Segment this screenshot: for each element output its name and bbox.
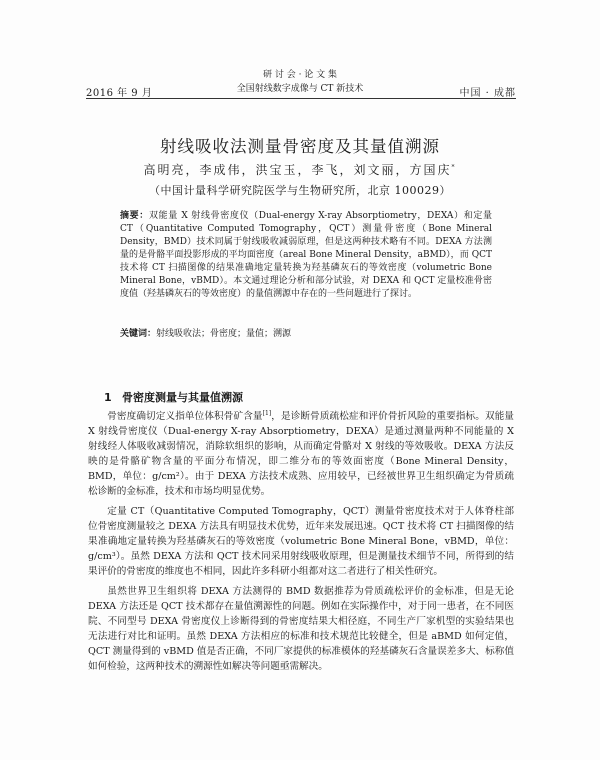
author-names: 高明亮，李成伟，洪宝玉，李飞，刘文丽，方国庆: [143, 163, 452, 177]
section-number: 1: [104, 391, 112, 404]
paper-affiliation: （中国计量科学研究院医学与生物研究所，北京 100029）: [149, 184, 451, 197]
abstract-label: 摘要：: [120, 211, 149, 221]
paper-title: 射线吸收法测量骨密度及其量值溯源: [160, 137, 440, 156]
paragraph-1-part-b: ，是诊断骨质疏松症和评价骨折风险的重要指标。双能量 X 射线骨密度仪（Dual-energy X-ray Absorptiometry，DEXA）是通过测量两种不同能量的 X 射线经人体吸收减弱情况，消除软组织的影响，从而确定骨骼对 X 射线的等效吸收。DEXA 方法反映的是骨骼矿物含量的平面分布情况，即二维分布的等效面密度（Bone Mineral Density，BMD，单位：g/cm²）。由于 DEXA 方法技术成熟、应用较早，已经被世界卫生组织确定为骨质疏松诊断的金标准，技术和市场均明显优势。: [88, 411, 515, 497]
section-heading: [104, 389, 243, 405]
paragraph-3: 虽然世界卫生组织将 DEXA 方法测得的 BMD 数据推荐为骨质疏松评价的金标准，但是无论 DEXA 方法还是 QCT 技术都存在量值溯源性的问题。例如在实际操作中，对于同一患者，在不同医院、不同型号 DEXA 骨密度仪上诊断得到的骨密度结果大相径庭，不同生产厂家机型的实验结果也无法进行对比和证明。虽然 DEXA 方法相应的标准和技术规范比较健全，但是 aBMD 如何定值，QCT 测量得到的 vBMD 值是否正确，不同厂家提供的标准模体的羟基磷灰石含量误差多大、标称值如何检验，这两种技术的溯源性如解决等问题亟需解决。: [88, 586, 514, 672]
abstract: [120, 210, 492, 301]
paragraph-1-part-a: 骨密度确切定义指单位体积骨矿含量: [107, 411, 263, 422]
citation: [1]: [262, 409, 272, 417]
keywords-text: 射线吸收法；骨密度；量值；溯源: [156, 329, 292, 339]
section-body: [88, 409, 514, 679]
corresponding-author-mark: *: [451, 164, 457, 171]
keywords: [120, 326, 492, 339]
keywords-label: 关键词：: [120, 329, 157, 339]
header-conference-line1: 研 讨 会 · 论 文 集: [262, 70, 338, 80]
header-location: 中国 · 成都: [459, 88, 516, 99]
paper-authors: [0, 161, 600, 178]
abstract-text: 双能量 X 射线骨密度仪（Dual-energy X-ray Absorptiometry，DEXA）和定量 CT（Quantitative Computed Tomography，QCT）测量骨密度（Bone Mineral Density，BMD）技术同属于射线吸收减弱原理，但是这两种技术略有不同。DEXA 方法测量的是骨骼平面投影形成的平均面密度（areal Bone Mineral Density，aBMD），而 QCT 技术将 CT 扫描图像的结果准确地定量转换为羟基磷灰石的等效密度（volumetric Bone Mineral Bone，vBMD）。本文通过理论分析和部分试验，对 DEXA 和 QCT 定量校准骨密度值（羟基磷灰石的等效密度）的量值溯源中存在的一些问题进行了探讨。: [120, 211, 492, 299]
paragraph-1: [88, 409, 514, 499]
paragraph-2: 定量 CT（Quantitative Computed Tomography，QCT）测量骨密度技术对于人体脊柱部位骨密度测量较之 DEXA 方法具有明显技术优势，近年来发展迅速。QCT 技术将 CT 扫描图像的结果准确地定量转换为羟基磷灰石的等效密度（volumetric Bone Mineral Bone，vBMD，单位：g/cm³）。虽然 DEXA 方法和 QCT 技术同采用射线吸收原理，但是测量技术细节不同，所得到的结果评价的骨密度的维度也不相同，因此许多科研小组都对这二者进行了相关性研究。: [88, 506, 514, 577]
section-title: 骨密度测量与其量值溯源: [122, 391, 243, 404]
header-conference-line2: 全国射线数字成像与 CT 新技术: [236, 84, 364, 94]
header-divider: [86, 98, 516, 99]
header-date: 2016 年 9 月: [86, 88, 153, 99]
